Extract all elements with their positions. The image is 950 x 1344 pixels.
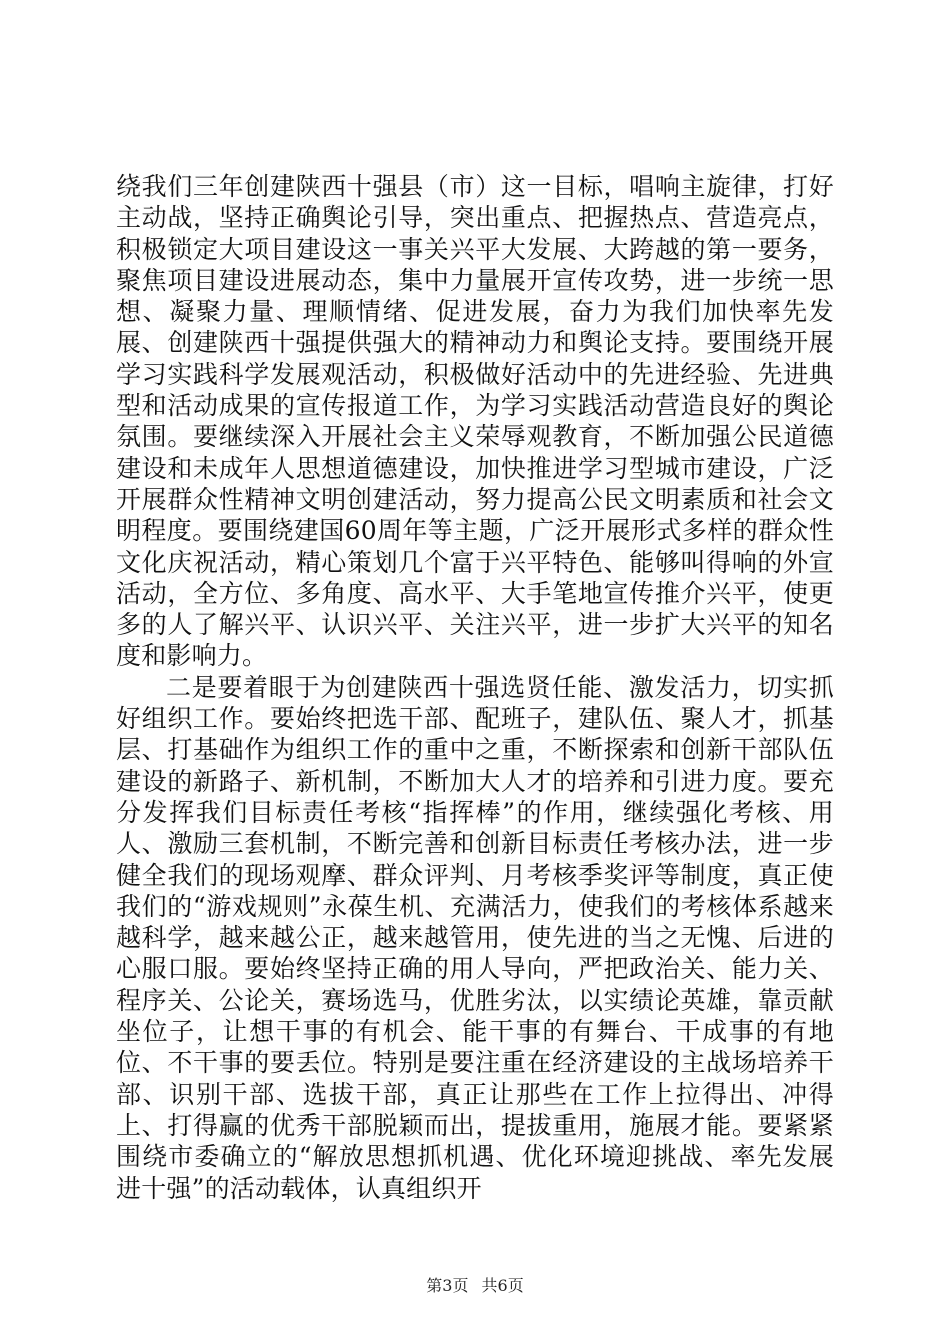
document-body [116, 171, 834, 1204]
page-number-current: 第3页 [426, 1276, 469, 1295]
paragraph-1: 绕我们三年创建陕西十强县（市）这一目标，唱响主旋律，打好主动战，坚持正确舆论引导，突出重点、把握热点、营造亮点，积极锁定大项目建设这一事关兴平大发展、大跨越的第一要务，聚焦项目建设进展动态，集中力量展开宣传攻势，进一步统一思想、凝聚力量、理顺情绪、促进发展，奋力为我们加快率先发展、创建陕西十强提供强大的精神动力和舆论支持。要围绕开展学习实践科学发展观活动，积极做好活动中的先进经验、先进典型和活动成果的宣传报道工作，为学习实践活动营造良好的舆论氛围。要继续深入开展社会主义荣辱观教育，不断加强公民道德建设和未成年人思想道德建设，加快推进学习型城市建设，广泛开展群众性精神文明创建活动，努力提高公民文明素质和社会文明程度。要围绕建国60周年等主题，广泛开展形式多样的群众性文化庆祝活动，精心策划几个富于兴平特色、能够叫得响的外宣活动，全方位、多角度、高水平、大手笔地宣传推介兴平，使更多的人了解兴平、认识兴平、关注兴平，进一步扩大兴平的知名度和影响力。 [116, 172, 834, 671]
page-footer [0, 1273, 950, 1296]
page-number-total: 共6页 [481, 1276, 524, 1295]
paragraph-2: 二是要着眼于为创建陕西十强选贤任能、激发活力，切实抓好组织工作。要始终把选干部、配班子，建队伍、聚人才，抓基层、打基础作为组织工作的重中之重，不断探索和创新干部队伍建设的新路子、新机制，不断加大人才的培养和引进力度。要充分发挥我们目标责任考核“指挥棒”的作用，继续强化考核、用人、激励三套机制，不断完善和创新目标责任考核办法，进一步健全我们的现场观摩、群众评判、月考核季奖评等制度，真正使我们的“游戏规则”永葆生机、充满活力，使我们的考核体系越来越科学，越来越公正，越来越管用，使先进的当之无愧、后进的心服口服。要始终坚持正确的用人导向，严把政治关、能力关、程序关、公论关，赛场选马，优胜劣汰，以实绩论英雄，靠贡献坐位子，让想干事的有机会、能干事的有舞台、干成事的有地位、不干事的要丢位。特别是要注重在经济建设的主战场培养干部、识别干部、选拔干部，真正让那些在工作上拉得出、冲得上、打得赢的优秀干部脱颖而出，提拔重用，施展才能。要紧紧围绕市委确立的“解放思想抓机遇、优化环境迎挑战、率先发展进十强”的活动载体，认真组织开 [116, 672, 834, 1203]
